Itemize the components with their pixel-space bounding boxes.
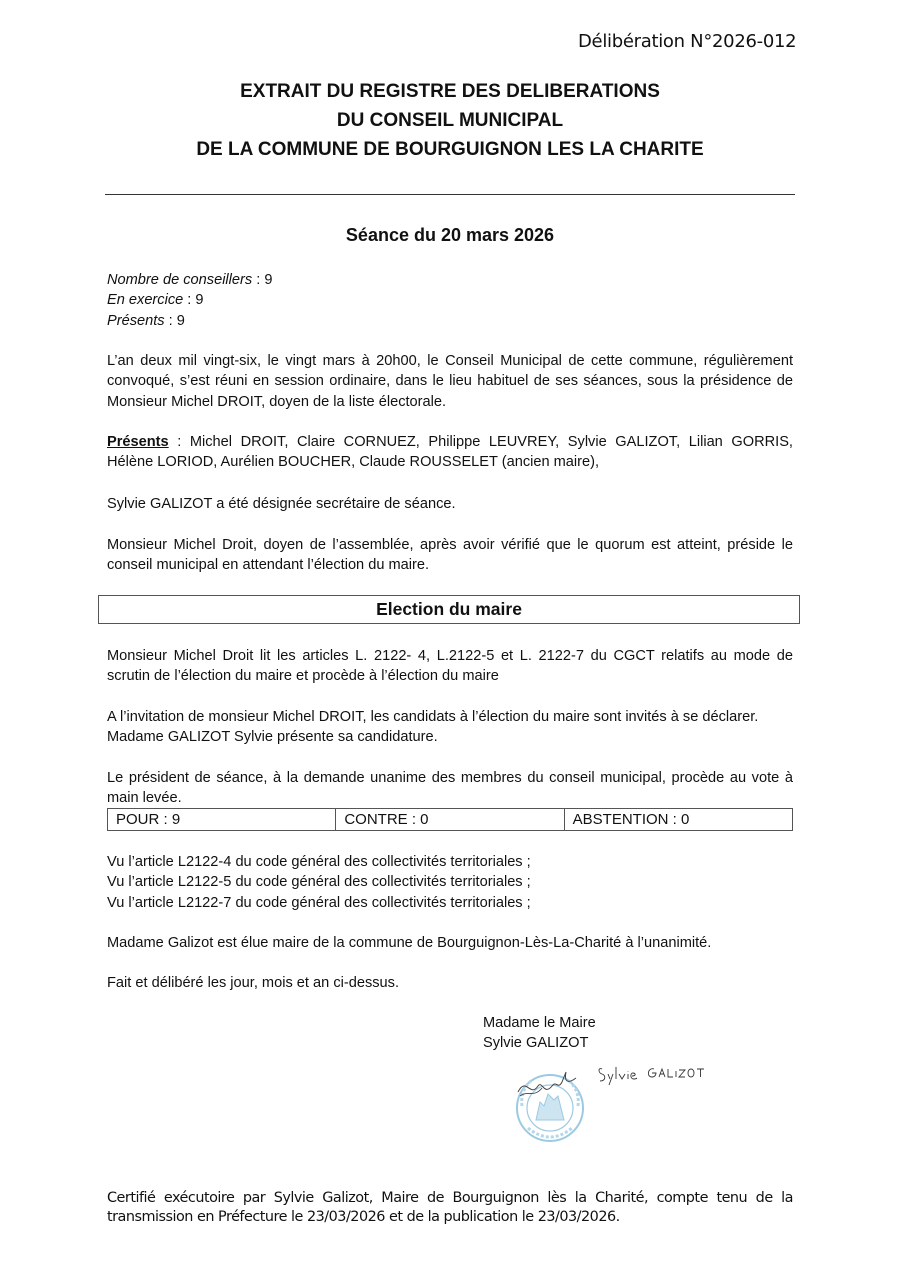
signature-block xyxy=(483,1013,596,1054)
count-value: : 9 xyxy=(183,292,204,309)
count-row xyxy=(107,311,272,331)
count-row xyxy=(107,270,272,290)
count-label: En exercice xyxy=(107,292,184,309)
title-line: DU CONSEIL MUNICIPAL xyxy=(336,110,564,131)
vu-line: Vu l’article L2122-4 du code général des collectivités territoriales ; xyxy=(107,854,531,870)
vote-intro-paragraph: Le président de séance, à la demande unanime des membres du conseil municipal, procède au vote à main levée. xyxy=(107,770,793,807)
candidates-line: A l’invitation de monsieur Michel DROIT, les candidats à l’élection du maire sont invités à se déclarer. xyxy=(107,709,759,725)
certification-footer: Certifié exécutoire par Sylvie Galizot, Maire de Bourguignon lès la Charité, compte tenu de la transmission en Préfecture le 23/03/2026 et de la publication le 23/03/2026. xyxy=(107,1190,793,1225)
count-row xyxy=(107,290,272,310)
presents-label: Présents xyxy=(107,434,169,450)
vu-line: Vu l’article L2122-7 du code général des collectivités territoriales ; xyxy=(107,894,531,911)
quorum-paragraph: Monsieur Michel Droit, doyen de l’assemblée, après avoir vérifié que le quorum est atteint, préside le conseil municipal en attendant l’élection du maire. xyxy=(107,537,793,574)
intro-paragraph: L’an deux mil vingt-six, le vingt mars à 20h00, le Conseil Municipal de cette commune, régulièrement convoqué, s’est réuni en session ordinaire, dans le lieu habituel de ses séances, sous la présidence de Monsieur Michel DROIT, doyen de la liste électorale. xyxy=(107,353,793,410)
municipal-stamp-icon xyxy=(512,1068,588,1149)
closing-paragraph: Fait et délibéré les jour, mois et an ci-dessus. xyxy=(107,975,400,991)
count-value: : 9 xyxy=(252,272,273,288)
vu-line: Vu l’article L2122-5 du code général des collectivités territoriales ; xyxy=(107,874,531,891)
vote-pour: POUR : 9 xyxy=(108,809,336,831)
vote-contre: CONTRE : 0 xyxy=(336,809,564,831)
title-line: EXTRAIT DU REGISTRE DES DELIBERATIONS xyxy=(240,81,660,102)
legal-references xyxy=(107,852,531,913)
articles-paragraph: Monsieur Michel Droit lit les articles L. 2122- 4, L.2122-5 et L. 2122-7 du CGCT relatifs au mode de scrutin de l’élection du maire et procède à l’élection du maire xyxy=(107,648,793,685)
count-value: : 9 xyxy=(164,312,185,329)
count-label: Nombre de conseillers xyxy=(107,272,253,288)
vote-results-table xyxy=(107,808,793,831)
handwritten-signature-icon xyxy=(596,1063,706,1092)
title-line: DE LA COMMUNE DE BOURGUIGNON LES LA CHARITE xyxy=(196,139,704,160)
candidates-paragraph xyxy=(107,707,793,748)
deliberation-reference: Délibération N°2026-012 xyxy=(578,31,797,52)
table-row xyxy=(108,809,793,831)
presents-list: : Michel DROIT, Claire CORNUEZ, Philippe LEUVREY, Sylvie GALIZOT, Lilian GORRIS, Hélène LORIOD, Aurélien BOUCHER, Claude ROUSSELET (ancien maire), xyxy=(107,434,793,471)
document-title xyxy=(0,77,900,164)
session-title: Séance du 20 mars 2026 xyxy=(345,225,555,245)
section-title-election: Election du maire xyxy=(98,595,800,624)
signature-role: Madame le Maire xyxy=(483,1015,596,1031)
vote-abstention: ABSTENTION : 0 xyxy=(564,809,792,831)
secretary-paragraph: Sylvie GALIZOT a été désignée secrétaire de séance. xyxy=(107,496,456,512)
signature-name: Sylvie GALIZOT xyxy=(483,1035,589,1052)
count-label: Présents xyxy=(107,312,165,329)
candidates-line: Madame GALIZOT Sylvie présente sa candidature. xyxy=(107,729,438,746)
presents-paragraph xyxy=(107,432,793,473)
result-paragraph: Madame Galizot est élue maire de la commune de Bourguignon-Lès-La-Charité à l’unanimité. xyxy=(107,935,712,951)
horizontal-divider xyxy=(105,194,795,195)
council-counts xyxy=(107,270,272,331)
